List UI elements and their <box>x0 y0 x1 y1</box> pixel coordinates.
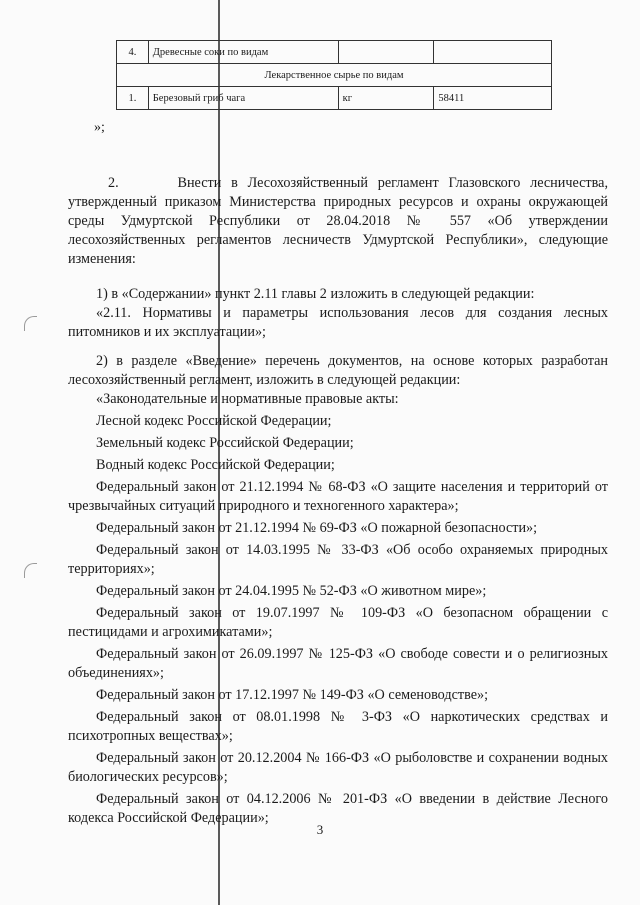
table-cell-unit: кг <box>338 87 434 110</box>
table-cell-name: Березовый гриб чага <box>148 87 338 110</box>
paragraph: 1) в «Содержании» пункт 2.11 главы 2 изложить в следующей редакции: <box>96 286 535 302</box>
paragraph: Водный кодекс Российской Федерации; <box>96 457 335 473</box>
table-cell-num: 1. <box>117 87 149 110</box>
table-cell-num: 4. <box>117 41 149 64</box>
paragraph: 2. Внести в Лесохозяйственный регламент Глазовского лесничества, утвержденный приказом Министерства природных ресурсов и охраны окружающей среды Удмуртской Республики от 28.04.2018 № 557 «Об утверждении лесохозяйственных регламентов лесничеств Удмуртской Республики», следующие изменения: <box>68 175 608 267</box>
paragraph: Федеральный закон от 21.12.1994 № 68-ФЗ «О защите населения и территорий от чрезвычайных ситуаций природного и техногенного характера»; <box>68 479 608 514</box>
paragraph: Федеральный закон от 17.12.1997 № 149-ФЗ «О семеноводстве»; <box>96 687 489 703</box>
paragraph: «2.11. Нормативы и параметры использования лесов для создания лесных питомников и их эксплуатации»; <box>68 305 608 340</box>
paragraph: Федеральный закон от 14.03.1995 № 33-ФЗ «Об особо охраняемых природных территориях»; <box>68 542 608 577</box>
paragraph: Земельный кодекс Российской Федерации; <box>96 435 354 451</box>
table-section-title: Лекарственное сырье по видам <box>117 64 552 87</box>
table-cell-unit <box>338 41 434 64</box>
table-cell-name: Древесные соки по видам <box>148 41 338 64</box>
paragraph: Федеральный закон от 04.12.2006 № 201-ФЗ «О введении в действие Лесного кодекса Российской Федерации»; <box>68 791 608 826</box>
table-row <box>117 41 552 64</box>
paragraph: Федеральный закон от 20.12.2004 № 166-ФЗ «О рыболовстве и сохранении водных биологических ресурсов»; <box>68 750 608 785</box>
table-section-row <box>117 64 552 87</box>
paragraph: Федеральный закон от 26.09.1997 № 125-ФЗ «О свободе совести и о религиозных объединениях»; <box>68 646 608 681</box>
punch-hole-mark <box>24 316 37 331</box>
paragraph: Федеральный закон от 19.07.1997 № 109-ФЗ «О безопасном обращении с пестицидами и агрохимикатами»; <box>68 605 608 640</box>
paragraph: «Законодательные и нормативные правовые акты: <box>96 391 399 407</box>
punch-hole-mark <box>24 563 37 578</box>
paragraph: Федеральный закон от 21.12.1994 № 69-ФЗ «О пожарной безопасности»; <box>96 520 538 536</box>
paragraph: Лесной кодекс Российской Федерации; <box>96 413 332 429</box>
forest-resources-table <box>116 40 552 110</box>
paragraph-amendment-2 <box>68 174 608 269</box>
table-cell-value: 58411 <box>434 87 552 110</box>
paragraph: Федеральный закон от 08.01.1998 № 3-ФЗ «О наркотических средствах и психотропных веществах»; <box>68 709 608 744</box>
paragraph: 2) в разделе «Введение» перечень документов, на основе которых разработан лесохозяйственный регламент, изложить в следующей редакции: <box>68 353 608 388</box>
table-row <box>117 87 552 110</box>
table-cell-value <box>434 41 552 64</box>
amendments-list <box>68 285 608 828</box>
table-closing-quote: »; <box>94 120 105 135</box>
paragraph: Федеральный закон от 24.04.1995 № 52-ФЗ «О животном мире»; <box>96 583 487 599</box>
page-number: 3 <box>316 822 324 837</box>
